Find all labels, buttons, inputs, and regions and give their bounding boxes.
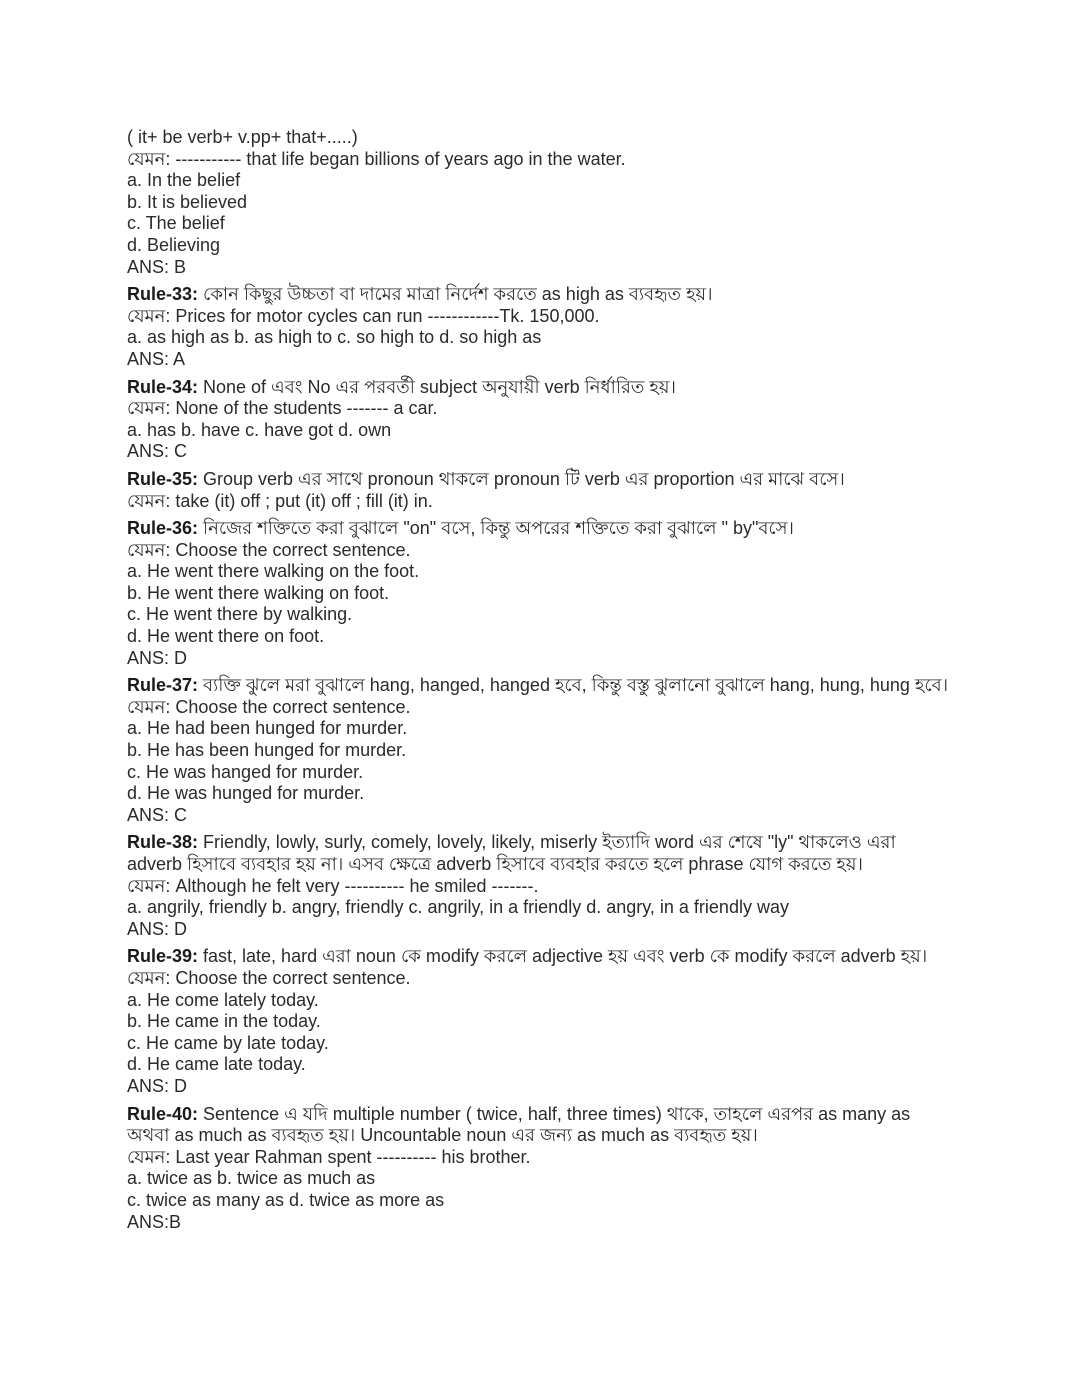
options-line: c. twice as many as d. twice as more as xyxy=(127,1189,445,1210)
rule-block-37 xyxy=(127,675,1027,826)
example-line: যেমন: Prices for motor cycles can run ------------Tk. 150,000. xyxy=(127,305,600,326)
rule-label: Rule-38: xyxy=(127,832,199,853)
rule-label: Rule-37: xyxy=(127,675,199,696)
rule-text: None of এবং No এর পরবর্তী subject অনুযায়ী verb নির্ধারিত হয়। xyxy=(198,376,676,397)
rule-text: ব্যক্তি ঝুলে মরা বুঝালে hang, hanged, hanged হবে, কিন্তু বস্তু ঝুলানো বুঝালে hang, hung, hung হবে। xyxy=(198,675,949,696)
rule-label: Rule-39: xyxy=(127,946,199,967)
document-page xyxy=(127,127,1027,1233)
option-c: c. The belief xyxy=(127,213,225,234)
rule-block-35 xyxy=(127,469,1027,512)
rule-heading xyxy=(127,284,1027,306)
intro-example: যেমন: ----------- that life began billions of years ago in the water. xyxy=(127,148,626,169)
option-b: b. It is believed xyxy=(127,191,248,212)
intro-pattern: ( it+ be verb+ v.pp+ that+.....) xyxy=(127,127,358,147)
example-line: যেমন: Although he felt very ---------- he smiled -------. xyxy=(127,875,539,896)
rule-heading xyxy=(127,469,1027,491)
option-c: c. He went there by walking. xyxy=(127,604,353,625)
option-d: d. He went there on foot. xyxy=(127,626,325,647)
answer: ANS:B xyxy=(127,1211,182,1232)
rule-label: Rule-33: xyxy=(127,284,199,305)
rule-heading xyxy=(127,518,1027,540)
rule-text: fast, late, hard এরা noun কে modify করলে adjective হয় এবং verb কে modify করলে adverb হয়। xyxy=(198,946,928,967)
example-line: যেমন: Choose the correct sentence. xyxy=(127,539,411,560)
rule-text: কোন কিছুর উচ্চতা বা দামের মাত্রা নির্দেশ করতে as high as ব্যবহৃত হয়। xyxy=(198,284,713,305)
answer: ANS: C xyxy=(127,804,188,825)
options-line: a. twice as b. twice as much as xyxy=(127,1168,376,1189)
options-line: a. as high as b. as high to c. so high to d. so high as xyxy=(127,327,542,348)
example-line: যেমন: Choose the correct sentence. xyxy=(127,696,411,717)
rule-heading xyxy=(127,675,1027,697)
rule-heading xyxy=(127,832,1027,854)
example-line: যেমন: None of the students ------- a car. xyxy=(127,398,438,419)
example-line: যেমন: take (it) off ; put (it) off ; fill (it) in. xyxy=(127,490,433,511)
option-a: a. He had been hunged for murder. xyxy=(127,718,408,739)
rule-label: Rule-34: xyxy=(127,376,199,397)
rule-label: Rule-40: xyxy=(127,1103,199,1124)
options-line: a. has b. have c. have got d. own xyxy=(127,419,392,440)
option-a: a. He come lately today. xyxy=(127,989,319,1010)
rule-text: নিজের শক্তিতে করা বুঝালে "on" বসে, কিন্তু অপরের শক্তিতে করা বুঝালে " by"বসে। xyxy=(198,518,794,539)
answer: ANS: D xyxy=(127,918,188,939)
rule-label: Rule-36: xyxy=(127,518,199,539)
rule-heading xyxy=(127,1104,1027,1126)
option-a: a. In the belief xyxy=(127,170,241,191)
option-a: a. He went there walking on the foot. xyxy=(127,561,420,582)
rule-text: Group verb এর সাথে pronoun থাকলে pronoun টি verb এর proportion এর মাঝে বসে। xyxy=(198,468,845,489)
rule-block-33 xyxy=(127,284,1027,370)
options-line: a. angrily, friendly b. angry, friendly c. angrily, in a friendly d. angry, in a friendly way xyxy=(127,897,789,918)
option-b: b. He came in the today. xyxy=(127,1011,321,1032)
intro-block xyxy=(127,127,1027,278)
option-c: c. He was hanged for murder. xyxy=(127,761,364,782)
rule-text: Sentence এ যদি multiple number ( twice, half, three times) থাকে, তাহলে এরপর as many as xyxy=(198,1103,911,1124)
option-b: b. He went there walking on foot. xyxy=(127,582,390,603)
rule-heading xyxy=(127,377,1027,399)
answer: ANS: C xyxy=(127,441,188,462)
example-line: যেমন: Choose the correct sentence. xyxy=(127,967,411,988)
answer: ANS: B xyxy=(127,256,187,277)
rule-text-continued: অথবা as much as ব্যবহৃত হয়। Uncountable noun এর জন্য as much as ব্যবহৃত হয়। xyxy=(127,1125,758,1146)
rule-block-36 xyxy=(127,518,1027,669)
option-c: c. He came by late today. xyxy=(127,1032,329,1053)
answer: ANS: A xyxy=(127,348,186,369)
rule-block-38 xyxy=(127,832,1027,940)
rule-block-39 xyxy=(127,946,1027,1097)
option-d: d. He was hunged for murder. xyxy=(127,783,365,804)
rule-text: Friendly, lowly, surly, comely, lovely, likely, miserly ইত্যাদি word এর শেষে "ly" থাকলেও এরা xyxy=(198,832,896,853)
option-b: b. He has been hunged for murder. xyxy=(127,740,407,761)
rule-label: Rule-35: xyxy=(127,468,199,489)
rule-heading xyxy=(127,946,1027,968)
rule-block-34 xyxy=(127,377,1027,463)
answer: ANS: D xyxy=(127,1075,188,1096)
rule-text-continued: adverb হিসাবে ব্যবহার হয় না। এসব ক্ষেত্রে adverb হিসাবে ব্যবহার করতে হলে phrase যোগ করতে হয়। xyxy=(127,854,863,874)
option-d: d. Believing xyxy=(127,234,221,255)
rule-block-40 xyxy=(127,1104,1027,1234)
answer: ANS: D xyxy=(127,647,188,668)
option-d: d. He came late today. xyxy=(127,1054,306,1075)
example-line: যেমন: Last year Rahman spent ---------- his brother. xyxy=(127,1146,531,1167)
